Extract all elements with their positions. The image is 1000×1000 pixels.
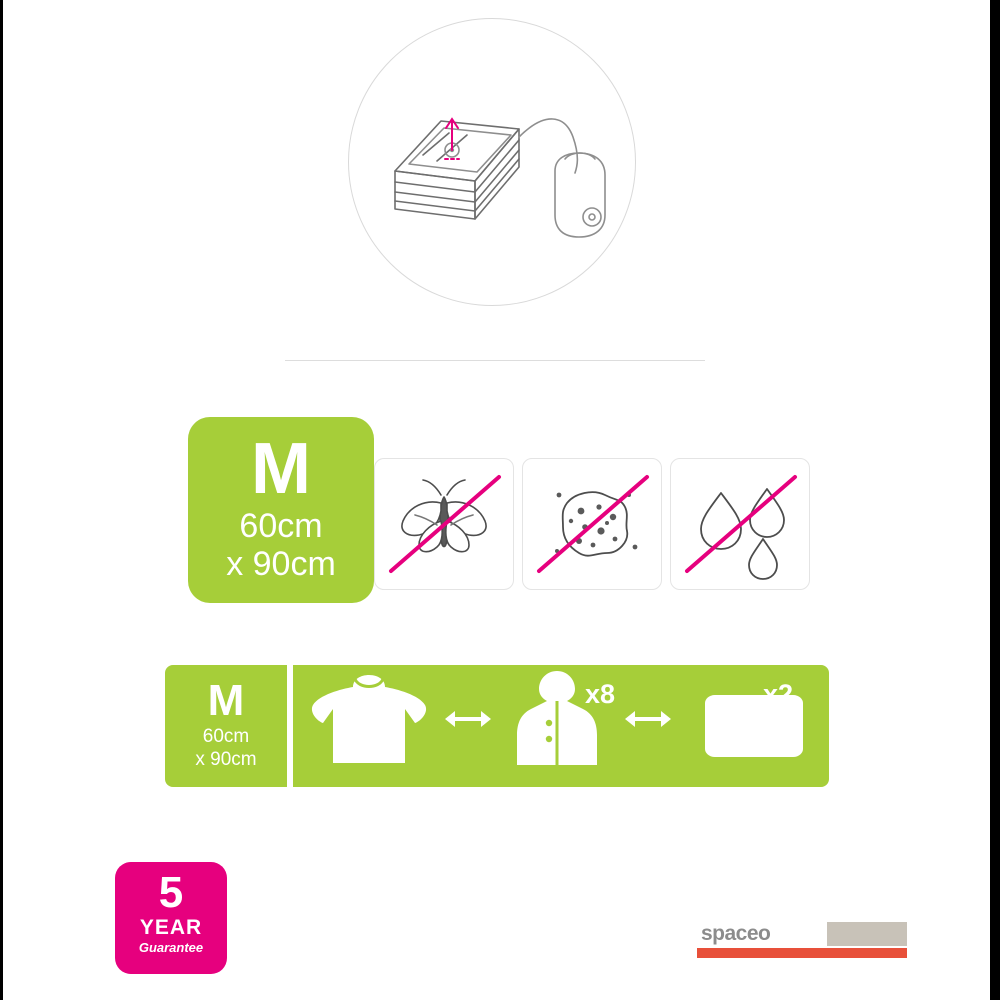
hero-illustration-circle <box>348 18 636 306</box>
page-edge-right <box>990 0 1000 1000</box>
guarantee-number: 5 <box>158 868 184 917</box>
brand-swatch-orange <box>697 948 907 958</box>
page-edge-left <box>0 0 3 1000</box>
coat-count: x2 <box>763 679 794 709</box>
section-divider <box>285 360 705 361</box>
size-letter: M <box>251 429 311 509</box>
size-dimension-length: x 90cm <box>226 545 336 583</box>
guarantee-period: YEAR <box>139 916 203 939</box>
equivalence-arrow-2 <box>625 711 671 727</box>
feature-pictograms <box>374 458 814 590</box>
capacity-size-badge <box>165 665 287 787</box>
brand-wordmark: spaceo <box>701 922 771 945</box>
size-dimension-width: 60cm <box>239 507 323 545</box>
sweater-count: x8 <box>585 679 616 709</box>
brand-swatch-grey <box>827 922 907 946</box>
feature-moth-proof <box>374 458 514 590</box>
capacity-bar <box>165 665 972 787</box>
brand-logo <box>697 922 907 964</box>
capacity-equivalence-graphic <box>293 665 829 787</box>
size-and-features-row <box>188 417 814 603</box>
capacity-dimension-length: x 90cm <box>195 749 257 770</box>
water-drop-crossed-icon <box>671 459 809 589</box>
guarantee-badge <box>115 862 227 974</box>
dust-crossed-icon <box>523 459 661 589</box>
feature-water-proof <box>670 458 810 590</box>
feature-dust-proof <box>522 458 662 590</box>
moth-crossed-icon <box>375 459 513 589</box>
size-badge <box>188 417 374 603</box>
capacity-size-letter: M <box>207 676 245 725</box>
capacity-items <box>293 665 972 787</box>
sweater-icon <box>312 675 426 763</box>
equivalence-arrow-1 <box>445 711 491 727</box>
guarantee-text: Guarantee <box>138 940 204 955</box>
capacity-dimension-width: 60cm <box>202 726 250 747</box>
vacuum-bag-illustration <box>349 19 635 305</box>
pillow-count: x2 <box>941 679 972 709</box>
